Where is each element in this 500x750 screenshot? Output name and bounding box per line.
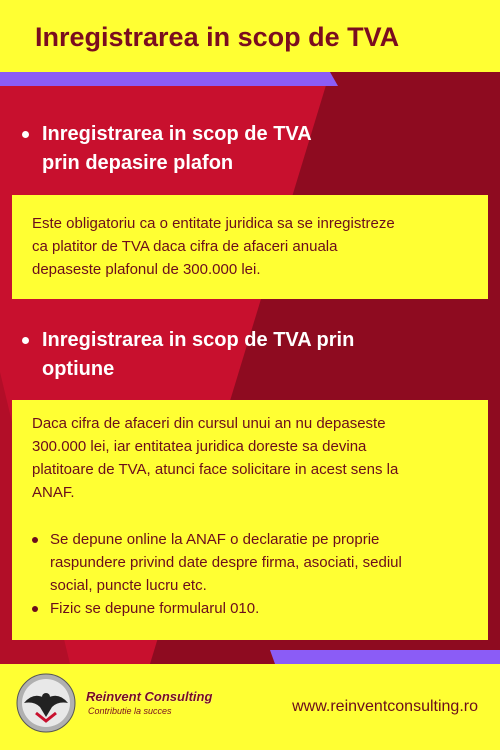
bullet-dot-icon bbox=[22, 337, 29, 344]
section-2-list bbox=[20, 528, 482, 620]
section-1-body-line-2: ca platitor de TVA daca cifra de afaceri anuala bbox=[32, 238, 338, 255]
section-2-body-line-2: 300.000 lei, iar entitatea juridica doreste sa devina bbox=[32, 438, 367, 455]
list-item bbox=[20, 528, 482, 597]
brand-name: Reinvent Consulting bbox=[86, 689, 213, 704]
section-2-body-line-3: platitoare de TVA, atunci face solicitare in acest sens la bbox=[32, 461, 399, 478]
section-1-heading-line-1: Inregistrarea in scop de TVA bbox=[42, 123, 312, 145]
list-item-1-line-1: Se depune online la ANAF o declaratie pe proprie bbox=[50, 531, 380, 548]
section-2-heading-line-1: Inregistrarea in scop de TVA prin bbox=[42, 329, 355, 351]
page-title: Inregistrarea in scop de TVA bbox=[35, 22, 400, 52]
section-2-body-line-1: Daca cifra de afaceri din cursul unui an nu depaseste bbox=[32, 415, 386, 432]
section-1-body-line-3: depaseste plafonul de 300.000 lei. bbox=[32, 261, 261, 278]
brand-tagline: Contributie la succes bbox=[88, 706, 172, 716]
list-item-1-line-2: raspundere privind date despre firma, asociati, sediul bbox=[50, 554, 402, 571]
list-item-1-line-3: social, puncte lucru etc. bbox=[50, 577, 207, 594]
list-item bbox=[20, 597, 482, 620]
bullet-dot-icon bbox=[32, 537, 38, 543]
eagle-emblem-icon bbox=[16, 673, 76, 733]
section-2-body-line-4: ANAF. bbox=[32, 484, 75, 501]
bullet-dot-icon bbox=[22, 131, 29, 138]
website-link[interactable]: www.reinventconsulting.ro bbox=[292, 698, 478, 715]
section-2-box bbox=[12, 400, 488, 640]
section-2-heading-line-2: optiune bbox=[42, 358, 115, 380]
footer-band bbox=[0, 664, 500, 750]
section-1-body-line-1: Este obligatoriu ca o entitate juridica sa se inregistreze bbox=[32, 215, 395, 232]
section-1-heading-line-2: prin depasire plafon bbox=[42, 152, 234, 174]
main-panel bbox=[0, 72, 500, 664]
header-band bbox=[0, 0, 500, 72]
section-1-box bbox=[12, 195, 488, 299]
list-item-2-line-1: Fizic se depune formularul 010. bbox=[50, 600, 260, 617]
bullet-dot-icon bbox=[32, 606, 38, 612]
